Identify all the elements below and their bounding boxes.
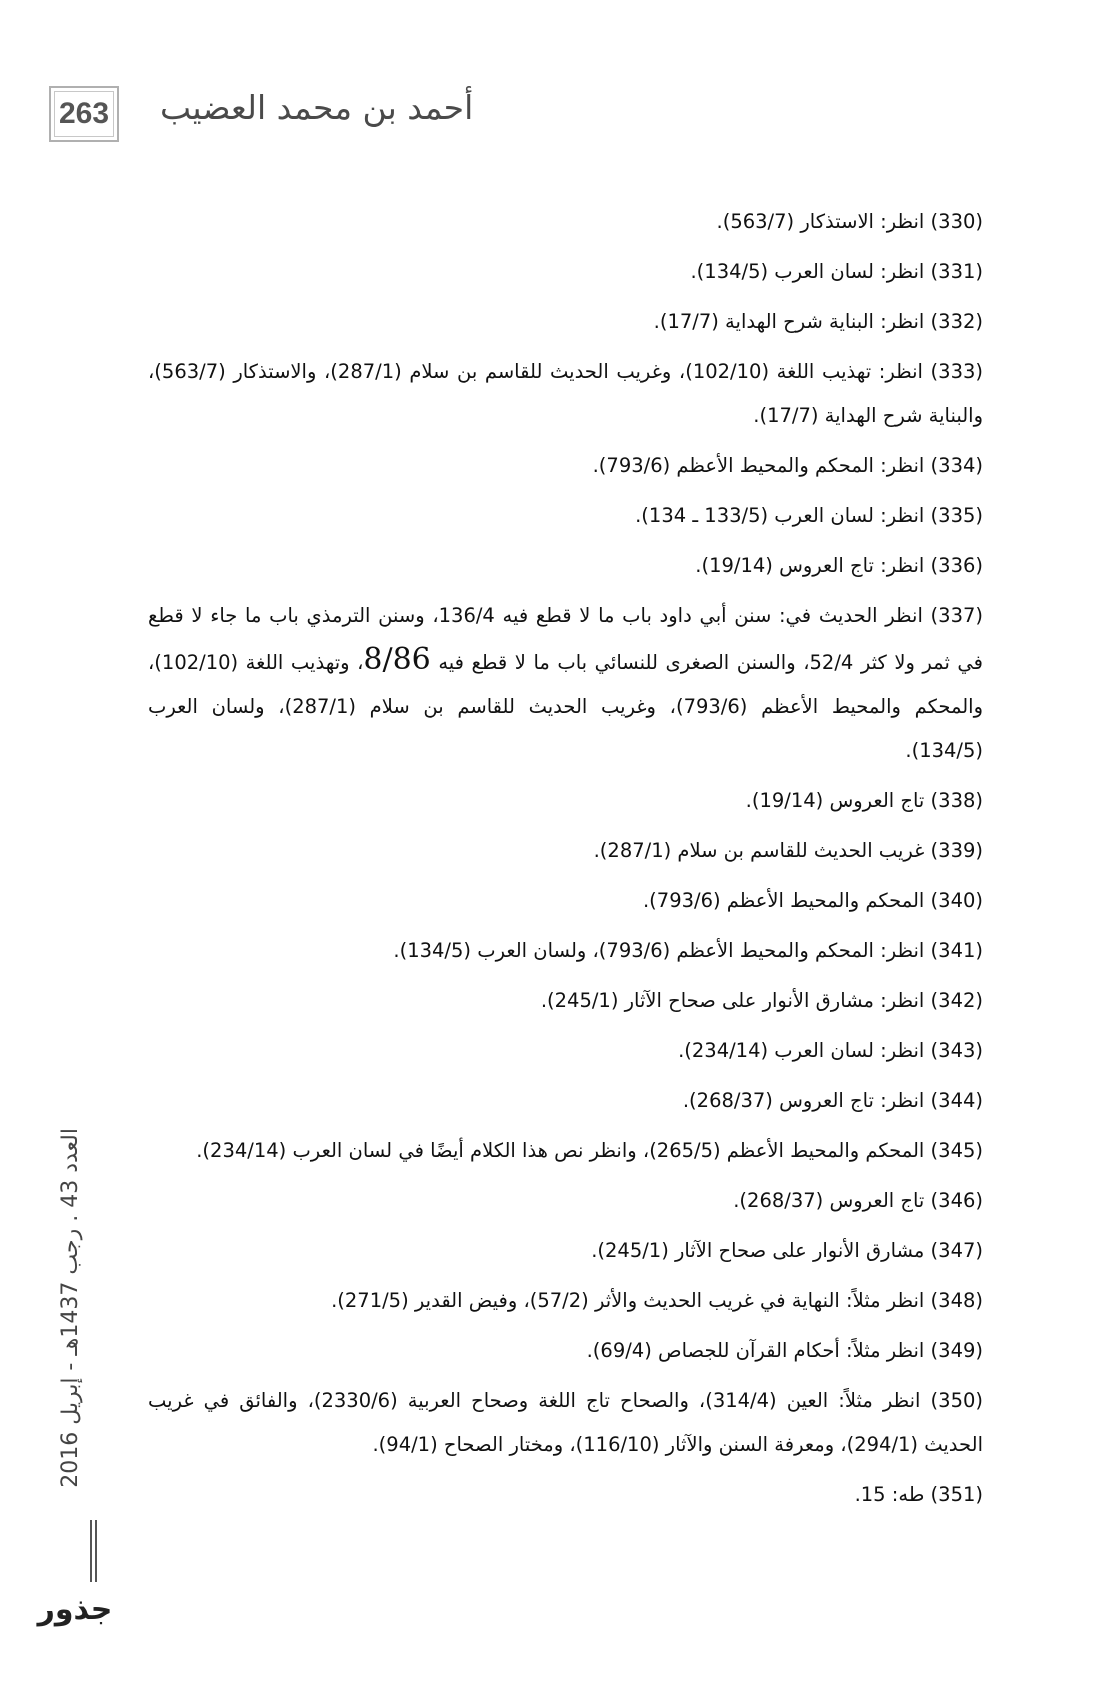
footnote: (330) انظر: الاستذكار (563/7).	[716, 210, 983, 233]
footnote: (348) انظر مثلاً: النهاية في غريب الحديث والأثر (57/2)، وفيض القدير (271/5).	[331, 1289, 983, 1312]
footnotes-list	[148, 200, 983, 1523]
footnote: (349) انظر مثلاً: أحكام القرآن للجصاص (69/4).	[586, 1339, 983, 1362]
footnote: (345) المحكم والمحيط الأعظم (265/5)، وانظر نص هذا الكلام أيضًا في لسان العرب (234/14).	[196, 1139, 983, 1162]
footnote	[148, 594, 983, 773]
footnote: (332) انظر: البناية شرح الهداية (17/7).	[653, 310, 983, 333]
footnote: (331) انظر: لسان العرب (134/5).	[690, 260, 983, 283]
footnote: (343) انظر: لسان العرب (234/14).	[678, 1039, 983, 1062]
footnote: (334) انظر: المحكم والمحيط الأعظم (793/6).	[592, 454, 983, 477]
footnote: (339) غريب الحديث للقاسم بن سلام (287/1).	[593, 839, 983, 862]
journal-logo: جذور	[37, 1592, 113, 1627]
footnote-volume-page: 8/86	[363, 642, 431, 677]
footnote-text: ، وتهذيب اللغة (102/10)، والمحكم والمحيط الأعظم (793/6)، وغريب الحديث للقاسم بن سلام (287/1)، ولسان العرب (134/5).	[148, 651, 984, 762]
footnote: (350) انظر مثلاً: العين (314/4)، والصحاح تاج اللغة وصحاح العربية (2330/6)، والفائق في غريب الحديث (294/1)، ومعرفة السنن والآثار (116/10)، ومختار الصحاح (94/1).	[148, 1389, 983, 1456]
issue-info: العدد 43 . رجب 1437هـ - إبريل 2016	[58, 1128, 83, 1488]
footnote: (335) انظر: لسان العرب (133/5 ـ 134).	[635, 504, 983, 527]
divider	[90, 1520, 97, 1582]
footnote-text: (337) انظر الحديث في: سنن أبي داود باب ما لا قطع فيه 136/4، وسنن الترمذي باب ما جاء لا قطع في ثمر ولا كثر 52/4، والسنن الصغرى للنسائي باب ما لا قطع فيه	[148, 604, 983, 674]
footnote: (347) مشارق الأنوار على صحاح الآثار (245/1).	[591, 1239, 983, 1262]
footnote: (333) انظر: تهذيب اللغة (102/10)، وغريب الحديث للقاسم بن سلام (287/1)، والاستذكار (563/7)، والبناية شرح الهداية (17/7).	[148, 360, 984, 427]
footnote: (351) طه: 15.	[854, 1483, 983, 1506]
page-number: 263	[49, 86, 119, 142]
running-header-author: أحمد بن محمد العضيب	[160, 88, 474, 127]
footnote: (338) تاج العروس (19/14).	[745, 789, 983, 812]
footnote: (344) انظر: تاج العروس (268/37).	[682, 1089, 983, 1112]
footnote: (341) انظر: المحكم والمحيط الأعظم (793/6)، ولسان العرب (134/5).	[393, 939, 983, 962]
footnote: (346) تاج العروس (268/37).	[733, 1189, 983, 1212]
footnote: (342) انظر: مشارق الأنوار على صحاح الآثار (245/1).	[540, 989, 983, 1012]
footnote: (340) المحكم والمحيط الأعظم (793/6).	[642, 889, 983, 912]
footnote: (336) انظر: تاج العروس (19/14).	[695, 554, 983, 577]
